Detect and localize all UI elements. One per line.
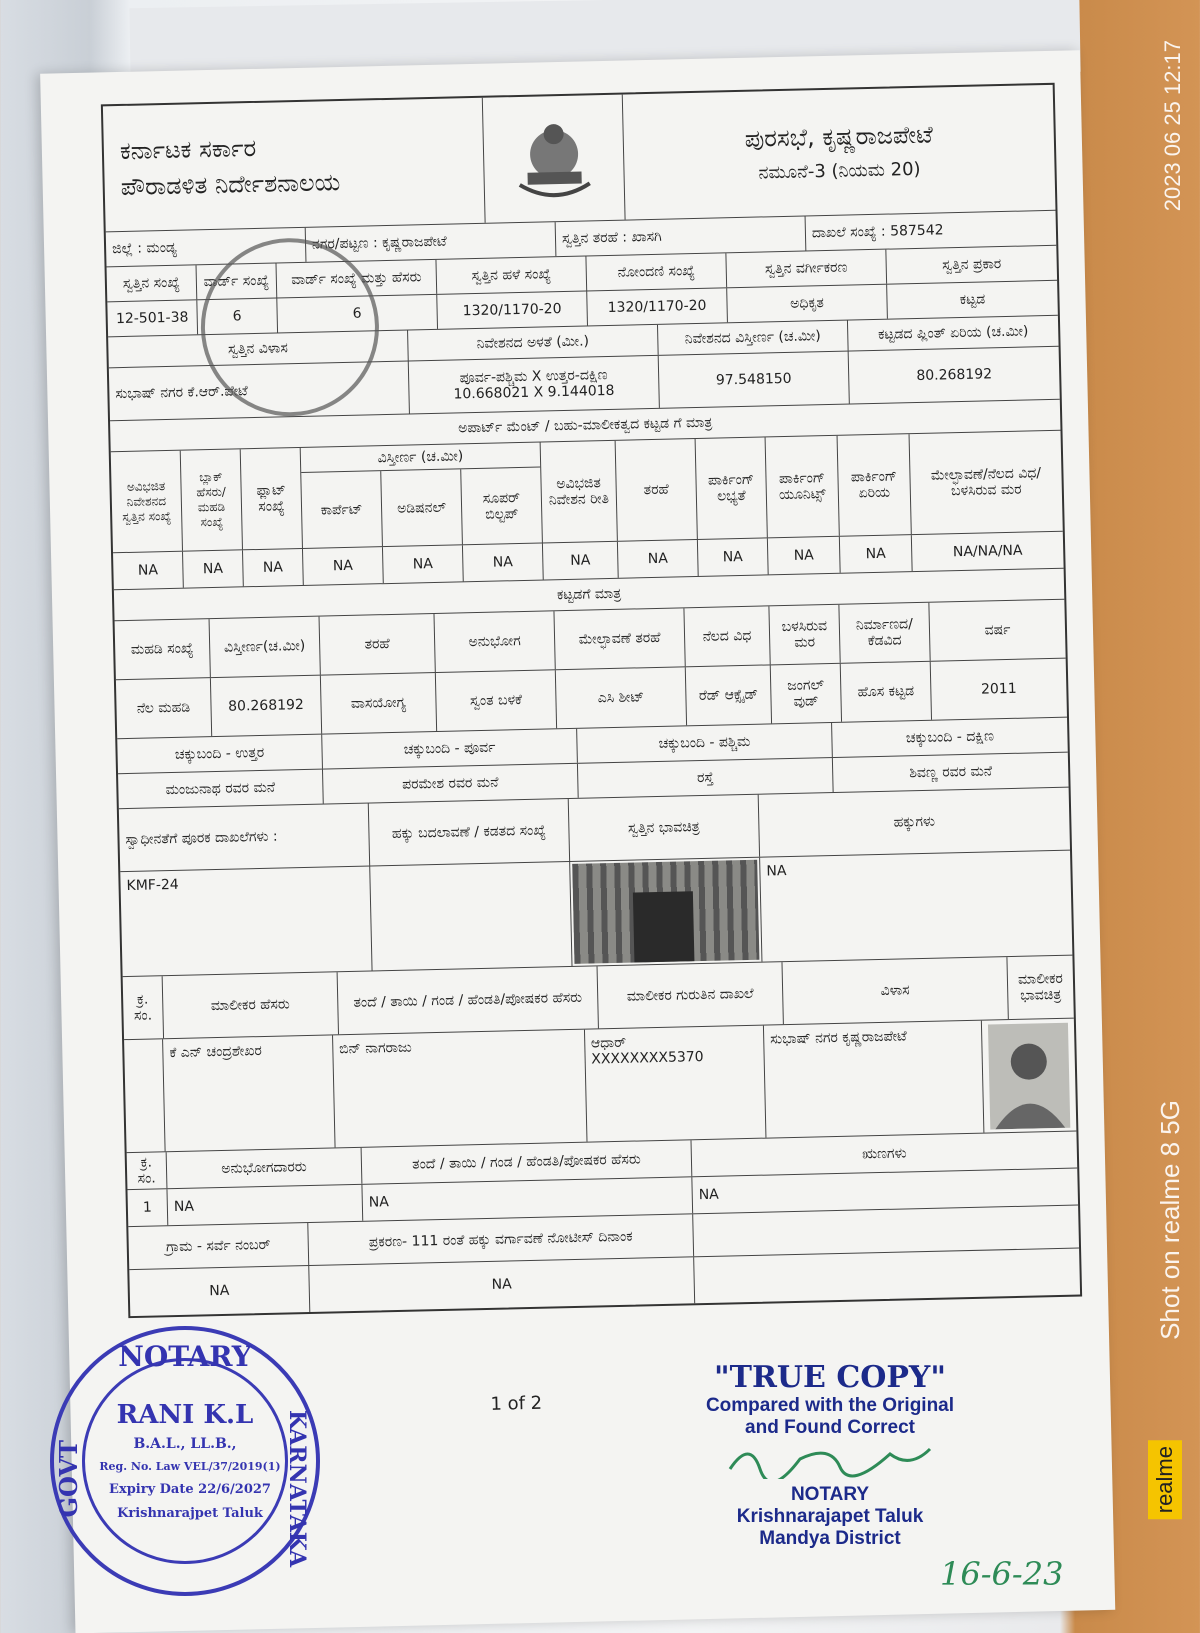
docs-header-supporting: ಸ್ವಾಧೀನತೆಗೆ ಪೂರಕ ದಾಖಲೆಗಳು :: [119, 804, 370, 872]
apt-value: NA: [543, 542, 619, 580]
bld-header-wood: ಬಳಸಿರುವ ಮರ: [769, 605, 840, 665]
occupant-header-name: ಅನುಭೋಗದಾರರು: [167, 1148, 363, 1188]
apt-header-undivided-no: ಅವಿಭಜಿತ ನಿವೇಶನದ ಸ್ವತ್ತಿನ ಸಂಖ್ಯೆ: [111, 451, 183, 553]
handwritten-date: 16-6-23: [940, 1555, 1064, 1593]
bld-header-floor-type: ನೆಲದ ವಿಧ: [684, 606, 770, 666]
page-number: 1 of 2: [490, 1392, 543, 1415]
header-classification: ಸ್ವತ್ತಿನ ವರ್ಗೀಕರಣ: [726, 250, 887, 288]
apt-header-area: ವಿಸ್ತೀರ್ಣ (ಚ.ಮೀ): [301, 443, 541, 473]
bld-type: ವಾಸಯೋಗ್ಯ: [321, 673, 437, 734]
apt-value: NA: [183, 550, 244, 587]
site-area: 97.548150: [659, 352, 850, 408]
bld-header-roof: ಮೇಲ್ಛಾವಣೆ ತರಹೆ: [554, 608, 685, 669]
survey-blank: [694, 1249, 1080, 1304]
boundary-east: ಪರಮೇಶ ರವರ ಮನೆ: [323, 764, 579, 804]
docs-header-rights: ಹಕ್ಕುಗಳು: [893, 813, 936, 831]
bld-header-usage: ಅನುಭೋಗ: [434, 611, 555, 672]
ward-name: 6: [277, 295, 438, 333]
property-address: ಸುಭಾಷ್ ನಗರ ಕೆ.ಆರ್.ಪೇಟೆ: [109, 362, 410, 421]
ward-number: 6: [197, 298, 278, 334]
occupant-header-liabilities: ಋಣಗಳು: [861, 1145, 907, 1163]
owner-header-name: ಮಾಲೀಕರ ಹೆಸರು: [163, 972, 339, 1038]
apt-area-subheaders: [301, 468, 542, 548]
survey-header-notice: ಪ್ರಕರಣ- 111 ರಂತೆ ಹಕ್ಕು ವರ್ಗಾವಣೆ ನೋಟೀಸ್ ದಿನಾಂಕ: [308, 1214, 694, 1265]
form-number: ನಮೂನೆ-3 (ನಿಯಮ 20): [758, 158, 921, 184]
boundary-west-label: ಚಕ್ಕುಬಂದಿ - ಪಶ್ಚಿಮ: [577, 723, 833, 763]
occupant-header-serial: ಕ್ರ. ಸಂ.: [127, 1152, 168, 1189]
property-kind: ಕಟ್ಟಡ: [959, 291, 986, 308]
occupant-liabilities: NA: [698, 1186, 719, 1204]
property-photo-cell: [570, 858, 762, 966]
town-cell: ನಗರ/ಪಟ್ಟಣ : ಕೃಷ್ಣರಾಜಪೇಟೆ: [306, 222, 557, 262]
survey-header-blank: [693, 1206, 1079, 1257]
owner-id-value: XXXXXXXX5370: [591, 1049, 704, 1068]
stamp-registration: Reg. No. Law VEL/37/2019(1): [99, 1460, 281, 1473]
true-copy-notary: NOTARY: [790, 1484, 870, 1505]
header-property-no: ಸ್ವತ್ತಿನ ಸಂಖ್ಯೆ: [107, 265, 198, 301]
owner-header-serial: ಕ್ರ. ಸಂ.: [123, 976, 164, 1039]
gov-title: ಕರ್ನಾಟಕ ಸರ್ಕಾರ: [119, 133, 257, 165]
header-ward-no: ವಾರ್ಡ್ ಸಂಖ್ಯೆ: [197, 263, 278, 299]
bld-usage: ಸ್ವಂತ ಬಳಕೆ: [436, 670, 557, 731]
true-copy-attestation: [665, 1360, 995, 1550]
stamp-notary-name: RANI K.L: [116, 1400, 254, 1430]
dimensions-value: 10.668021 X 9.144018: [453, 382, 615, 403]
camera-shot-on-text: Shot on realme 8 5G: [1155, 1100, 1185, 1340]
person-icon: [988, 1022, 1070, 1129]
owner-address: ಸುಭಾಷ್ ನಗರ ಕೃಷ್ಣರಾಜಪೇಟೆ: [764, 1021, 985, 1138]
apt-value: NA/NA/NA: [952, 542, 1023, 561]
apt-header-type: ತರಹೆ: [616, 439, 698, 541]
apt-value: NA: [243, 549, 304, 586]
header-old-no: ಸ್ವತ್ತಿನ ಹಳೆ ಸಂಖ್ಯೆ: [436, 256, 587, 293]
apt-value: NA: [383, 545, 464, 583]
camera-timestamp: 2023 06 25 12:17: [1160, 40, 1185, 212]
occupant-header-relation: ತಂದೆ / ತಾಯಿ / ಗಂಡ / ಹೆಂಡತಿ/ಪೋಷಕರ ಹೆಸರು: [362, 1140, 693, 1183]
owner-serial: [124, 1039, 166, 1152]
occupant-serial: 1: [127, 1189, 168, 1226]
bld-floor-type: ರೆಡ್ ಆಕ್ಸೈಡ್: [686, 665, 772, 725]
gov-heading: [103, 98, 486, 232]
header-prop-kind: ಸ್ವತ್ತಿನ ಪ್ರಕಾರ: [942, 256, 1002, 274]
owner-id-type: ಆಧಾರ್: [590, 1034, 627, 1052]
municipality-name: ಪುರಸಭೆ, ಕೃಷ್ಣರಾಜಪೇಟೆ: [744, 120, 934, 153]
camera-watermark: [1155, 1100, 1186, 1340]
stamp-degree: B.A.L., LL.B.,: [133, 1436, 237, 1452]
apt-value: NA: [618, 540, 699, 578]
stamp-karnataka-label: KARNATAKA: [284, 1410, 310, 1568]
apartment-title: ಅಪಾರ್ಟ್ ಮೆಂಟ್ / ಬಹು-ಮಾಲೀಕತ್ವದ ಕಟ್ಟಡ ಗೆ ಮಾತ್ರ: [457, 414, 713, 437]
docs-header-photo: ಸ್ವತ್ತಿನ ಭಾವಚಿತ್ರ: [569, 795, 760, 861]
header-site-area: ನಿವೇಶನದ ವಿಸ್ತೀರ್ಣ (ಚ.ಮೀ): [658, 321, 849, 355]
bld-area: 80.268192: [211, 676, 322, 736]
owner-relation: ಬಿನ್ ನಾಗರಾಜು: [333, 1030, 587, 1148]
apt-value: NA: [698, 538, 769, 576]
apt-header-parking: ಪಾರ್ಕಿಂಗ್ ಲಭ್ಯತೆ: [696, 437, 768, 539]
owner-name: ಕೆ ಎನ್ ಚಂದ್ರಶೇಖರ: [163, 1035, 335, 1151]
camera-brand-badge: realme: [1148, 1440, 1182, 1519]
notice-date: NA: [309, 1257, 695, 1312]
owner-header-photo: ಮಾಲೀಕರ ಭಾವಚಿತ್ರ: [1017, 970, 1064, 1004]
dimensions-cell: [409, 356, 660, 414]
true-copy-title: "TRUE COPY": [714, 1360, 946, 1395]
registration-number: 1320/1170-20: [587, 288, 728, 325]
apt-value: NA: [303, 547, 384, 585]
rights: NA: [766, 863, 787, 880]
property-type-cell: ಸ್ವತ್ತಿನ ತರಹೆ : ಖಾಸಗಿ: [556, 216, 807, 256]
directorate-name: ಪೌರಾಡಳಿತ ನಿರ್ದೇಶನಾಲಯ: [120, 167, 341, 201]
apt-header-parking-area: ಪಾರ್ಕಿಂಗ್ ಏರಿಯ: [838, 434, 912, 536]
boundary-north-label: ಚಕ್ಕುಬಂದಿ - ಉತ್ತರ: [117, 735, 323, 774]
bld-header-type: ತರಹೆ: [320, 614, 436, 675]
survey-number: NA: [129, 1266, 310, 1316]
occupant-relation: NA: [362, 1177, 693, 1220]
apt-header-block: ಬ್ಲಾಕ್ ಹೆಸರು/ ಮಹಡಿ ಸಂಖ್ಯೆ: [181, 449, 243, 550]
property-photo: [572, 860, 759, 964]
boundary-west: ರಸ್ತೆ: [578, 758, 834, 798]
apt-value: NA: [113, 552, 184, 590]
true-copy-taluk: Krishnarajapet Taluk: [736, 1506, 924, 1527]
owner-value-row: [124, 1019, 1076, 1154]
boundary-east-label: ಚಕ್ಕುಬಂದಿ - ಪೂರ್ವ: [322, 729, 578, 769]
municipality-heading: [623, 85, 1056, 220]
stamp-govt-label: GOVT: [54, 1440, 83, 1518]
boundary-south: ಶಿವಣ್ಣ ರವರ ಮನೆ: [909, 763, 993, 782]
apt-header-flat-no: ಫ್ಲಾಟ್ ಸಂಖ್ಯೆ: [241, 448, 303, 549]
bld-header-construction: ನಿರ್ಮಾಣದ/ ಕೆಡವಿದ: [839, 603, 930, 663]
apt-header-additional: ಅಡಿಷನಲ್: [381, 469, 463, 546]
occupant-name: NA: [167, 1185, 363, 1225]
true-copy-district: Mandya District: [759, 1528, 901, 1549]
district-cell: ಜಿಲ್ಲೆ : ಮಂಡ್ಯ: [106, 228, 307, 267]
entry-number-cell: ದಾಖಲೆ ಸಂಖ್ಯೆ : 587542: [811, 222, 944, 242]
bld-roof: ಎಸಿ ಶೀಟ್: [556, 667, 687, 728]
bld-wood: ಜಂಗಲ್ ವುಡ್: [771, 664, 842, 724]
karnataka-emblem-icon: [498, 112, 610, 204]
emblem-cell: [483, 95, 626, 223]
bld-year: 2011: [980, 680, 1017, 698]
building-title: ಕಟ್ಟಡಗೆ ಮಾತ್ರ: [556, 585, 622, 604]
owner-header-id: ಮಾಲೀಕರ ಗುರುತಿನ ದಾಖಲೆ: [598, 962, 784, 1028]
apt-header-area-group: [301, 443, 543, 548]
header-plinth-area: ಕಟ್ಟಡದ ಪ್ಲಿಂತ್ ಏರಿಯ (ಚ.ಮೀ): [877, 323, 1029, 343]
file-number: [370, 862, 572, 971]
header-address: ಸ್ವತ್ತಿನ ವಿಳಾಸ: [108, 331, 409, 368]
boundary-north: ಮಂಜುನಾಥ ರವರ ಮನೆ: [118, 770, 324, 809]
survey-header-number: ಗ್ರಾಮ - ಸರ್ವೆ ನಂಬರ್: [128, 1223, 309, 1269]
stamp-expiry: Expiry Date 22/6/2027: [109, 1482, 271, 1497]
owner-photo: [988, 1022, 1070, 1129]
stamp-taluk: Krishnarajpet Taluk: [117, 1506, 263, 1521]
docs-header-file-no: ಹಕ್ಕು ಬದಲಾವಣೆ / ಕಡತದ ಸಂಖ್ಯೆ: [369, 799, 570, 866]
apt-header-super: ಸೂಪರ್ ಬಿಲ್ಟಪ್: [482, 489, 521, 523]
bld-construction: ಹೊಸ ಕಟ್ಟಡ: [841, 662, 932, 722]
apt-header-parking-units: ಪಾರ್ಕಿಂಗ್ ಯೂನಿಟ್ಸ್: [766, 436, 840, 538]
plinth-area: 80.268192: [916, 366, 993, 384]
signature-icon: [720, 1439, 940, 1479]
owner-id-cell: [585, 1026, 767, 1142]
header-dimensions: ನಿವೇಶನದ ಅಳತೆ (ಮೀ.): [408, 325, 659, 361]
bld-floor: ನೆಲ ಮಹಡಿ: [116, 678, 212, 738]
form-header: [103, 85, 1056, 233]
supporting-document: KMF-24: [120, 867, 372, 977]
true-copy-compared: Compared with the Original: [705, 1395, 955, 1416]
classification: ಅಧಿಕೃತ: [727, 285, 888, 323]
owner-header-address: ವಿಳಾಸ: [782, 957, 1008, 1024]
bld-header-area: ವಿಸ್ತೀರ್ಣ(ಚ.ಮೀ): [210, 617, 321, 677]
apt-header-undivided-type: ಅವಿಭಜಿತ ನಿವೇಶನ ರೀತಿ: [541, 441, 618, 543]
old-number: 1320/1170-20: [437, 291, 588, 328]
boundary-south-label: ಚಕ್ಕುಬಂದಿ - ದಕ್ಷಿಣ: [905, 728, 995, 747]
owner-photo-cell: [982, 1019, 1077, 1133]
true-copy-found: and Found Correct: [745, 1417, 915, 1438]
owner-header-relation: ತಂದೆ / ತಾಯಿ / ಗಂಡ / ಹೆಂಡತಿ/ಪೋಷಕರ ಹೆಸರು: [338, 966, 599, 1034]
notary-stamp: [50, 1326, 320, 1596]
dimensions-label: ಪೂರ್ವ-ಪಶ್ಚಿಮ X ಉತ್ತರ-ದಕ್ಷಿಣ: [459, 367, 608, 387]
stamp-notary-label: NOTARY: [118, 1340, 252, 1373]
apt-header-roof: ಮೇಲ್ಛಾವಣೆ/ನೆಲದ ವಿಧ/ಬಳಸಿರುವ ಮರ: [930, 465, 1042, 500]
property-number: 12-501-38: [107, 300, 198, 336]
apt-value: NA: [768, 537, 841, 575]
apt-value: NA: [463, 544, 544, 582]
bld-header-floor: ಮಹಡಿ ಸಂಖ್ಯೆ: [115, 619, 211, 679]
header-reg-no: ನೋಂದಣಿ ಸಂಖ್ಯೆ: [586, 253, 727, 290]
bld-header-year: ವರ್ಷ: [984, 621, 1011, 639]
header-ward-name: ವಾರ್ಡ್ ಸಂಖ್ಯೆ ಮತ್ತು ಹೆಸರು: [276, 260, 437, 298]
apt-header-carpet: ಕಾರ್ಪೆಟ್: [301, 471, 383, 548]
apt-value: NA: [840, 535, 913, 573]
